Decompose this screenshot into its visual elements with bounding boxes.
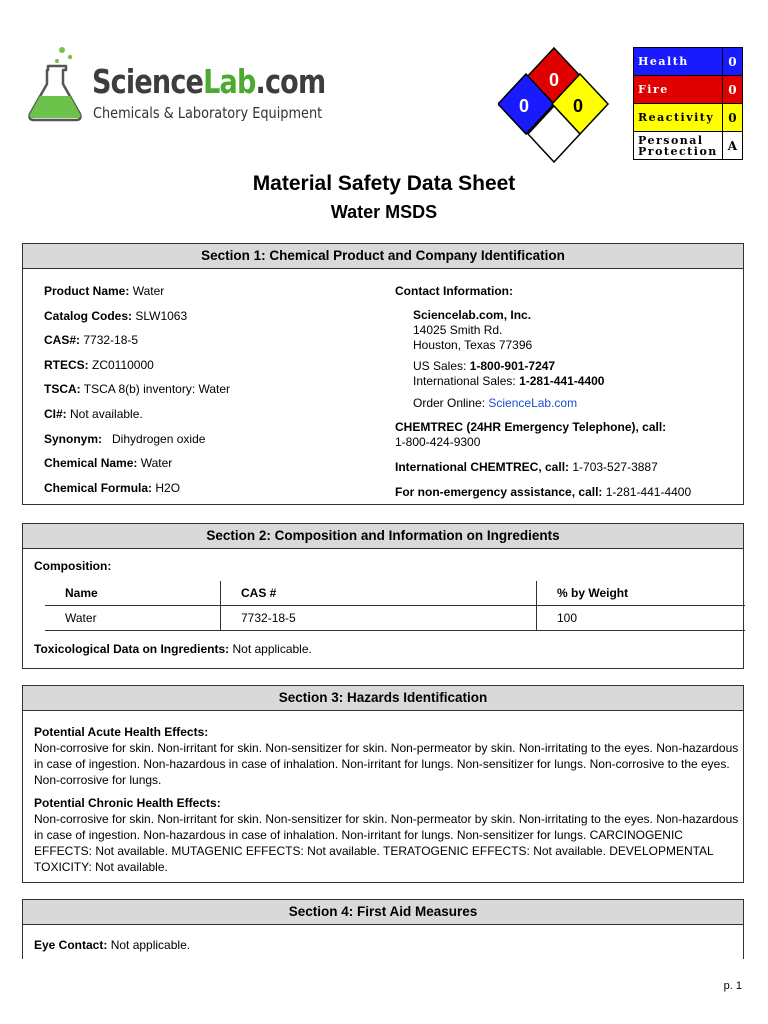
hazard-value: 0: [722, 48, 742, 76]
product-fields: [44, 284, 384, 505]
non-emergency: For non-emergency assistance, call: 1-281-441-4400: [395, 485, 692, 499]
field-label: Product Name:: [44, 284, 130, 298]
section-header: Section 3: Hazards Identification: [23, 686, 743, 711]
hazards-body: [34, 724, 739, 882]
logo-tagline: Chemicals & Laboratory Equipment: [93, 104, 323, 122]
contact-info: [395, 284, 735, 500]
hazard-row-fire: [634, 76, 743, 104]
field-row: [44, 382, 384, 407]
table-cell: 100: [537, 606, 746, 631]
hazard-rating-table: [633, 47, 743, 160]
page-number: p. 1: [723, 980, 742, 992]
hazard-value: 0: [722, 104, 742, 132]
field-row: [44, 481, 384, 506]
chronic-effects-text: Non-corrosive for skin. Non-irritant for skin. Non-sensitizer for skin. Non-permeator by skin. Non-irritating to the eyes. Non-hazardous in case of ingestion. Non-hazardous in case of inhalation. Non-irritant for lungs. Non-sensitizer for lungs. CARCINOGENIC EFFECTS: Not available. MUTAGENIC EFFECTS: Not available. TERATOGENIC EFFECTS: Not available. DEVELOPMENTAL TOXICITY: Not available.: [34, 812, 739, 874]
field-label: TSCA:: [44, 382, 81, 397]
eye-contact: Eye Contact: Not applicable.: [34, 938, 191, 952]
field-label: Chemical Formula:: [44, 480, 153, 495]
field-label: CAS#:: [44, 333, 81, 348]
hazard-value: 0: [722, 76, 742, 104]
field-row: [44, 358, 384, 383]
hazard-value: A: [722, 132, 742, 160]
nfpa-diamond: [498, 44, 610, 164]
intl-chemtrec: International CHEMTREC, call: 1-703-527-3887: [395, 460, 658, 474]
field-row: [44, 432, 384, 457]
field-row: [44, 407, 384, 432]
intl-sales: International Sales: 1-281-441-4400: [413, 374, 605, 388]
field-value: ZC0110000: [88, 357, 154, 372]
field-value: Water: [129, 284, 165, 298]
toxicological-data: Toxicological Data on Ingredients: Not applicable.: [34, 642, 312, 656]
page-subtitle: Water MSDS: [330, 202, 438, 222]
field-label: Chemical Name:: [44, 456, 138, 471]
acute-effects-label: Potential Acute Health Effects:: [34, 725, 209, 739]
hazard-row-reactivity: [634, 104, 743, 132]
field-value: H2O: [152, 480, 181, 495]
order-online: Order Online: ScienceLab.com: [413, 396, 578, 410]
field-value: TSCA 8(b) inventory: Water: [80, 382, 231, 397]
chemtrec-label: CHEMTREC (24HR Emergency Telephone), call:: [395, 420, 667, 434]
us-sales: US Sales: 1-800-901-7247: [413, 359, 556, 373]
acute-effects-text: Non-corrosive for skin. Non-irritant for skin. Non-sensitizer for skin. Non-permeator by skin. Non-irritating to the eyes. Non-hazardous in case of ingestion. Non-hazardous in case of inhalation. Non-irritant for lungs. Non-sensitizer for lungs. Non-corrosive to the eyes. Non-corrosive for lungs.: [34, 741, 739, 787]
field-value: Water: [137, 456, 173, 471]
field-value: Dihydrogen oxide: [102, 431, 206, 446]
field-row: [44, 456, 384, 481]
hazard-row-ppe: [634, 132, 743, 160]
company-name: Sciencelab.com, Inc.: [413, 308, 532, 322]
field-value: SLW1063: [132, 308, 188, 323]
field-row: [44, 284, 384, 309]
section-header: Section 2: Composition and Information on Ingredients: [23, 524, 743, 549]
field-row: [44, 309, 384, 334]
section-3: [22, 685, 744, 883]
field-label: CI#:: [44, 406, 67, 421]
hazard-label: Personal Protection: [634, 132, 723, 160]
section-1: [22, 243, 744, 505]
field-label: Catalog Codes:: [44, 308, 133, 323]
table-cell: 7732-18-5: [221, 606, 537, 631]
address-line: 14025 Smith Rd.: [413, 323, 503, 337]
page-title: Material Safety Data Sheet: [252, 172, 516, 195]
column-header: CAS #: [221, 581, 537, 606]
table-cell: Water: [45, 606, 221, 631]
nfpa-health-value: 0: [518, 96, 530, 116]
table-header-row: [45, 581, 745, 606]
composition-table: [45, 581, 745, 631]
chemtrec-phone: 1-800-424-9300: [395, 435, 481, 449]
column-header: % by Weight: [537, 581, 746, 606]
table-row: [45, 606, 745, 631]
hazard-label: Reactivity: [634, 104, 723, 132]
order-online-link[interactable]: ScienceLab.com: [488, 396, 578, 410]
field-row: [44, 333, 384, 358]
hazard-row-health: [634, 48, 743, 76]
section-header: Section 4: First Aid Measures: [23, 900, 743, 925]
address-line: Houston, Texas 77396: [413, 338, 533, 352]
nfpa-fire-value: 0: [548, 70, 560, 90]
composition-label: Composition:: [34, 559, 112, 573]
field-label: Synonym:: [44, 431, 103, 446]
logo-brand: ScienceLab.com: [92, 62, 326, 101]
sciencelab-logo-icon: [20, 44, 90, 124]
chronic-effects-label: Potential Chronic Health Effects:: [34, 796, 221, 810]
section-2: [22, 523, 744, 669]
hazard-label: Health: [634, 48, 723, 76]
column-header: Name: [45, 581, 221, 606]
contact-heading: Contact Information:: [395, 284, 513, 298]
section-header: Section 1: Chemical Product and Company Identification: [23, 244, 743, 269]
hazard-label: Fire: [634, 76, 723, 104]
field-label: RTECS:: [44, 357, 89, 372]
nfpa-reactivity-value: 0: [572, 96, 584, 116]
field-value: Not available.: [66, 406, 143, 421]
field-value: 7732-18-5: [80, 333, 139, 348]
section-4: [22, 899, 744, 959]
